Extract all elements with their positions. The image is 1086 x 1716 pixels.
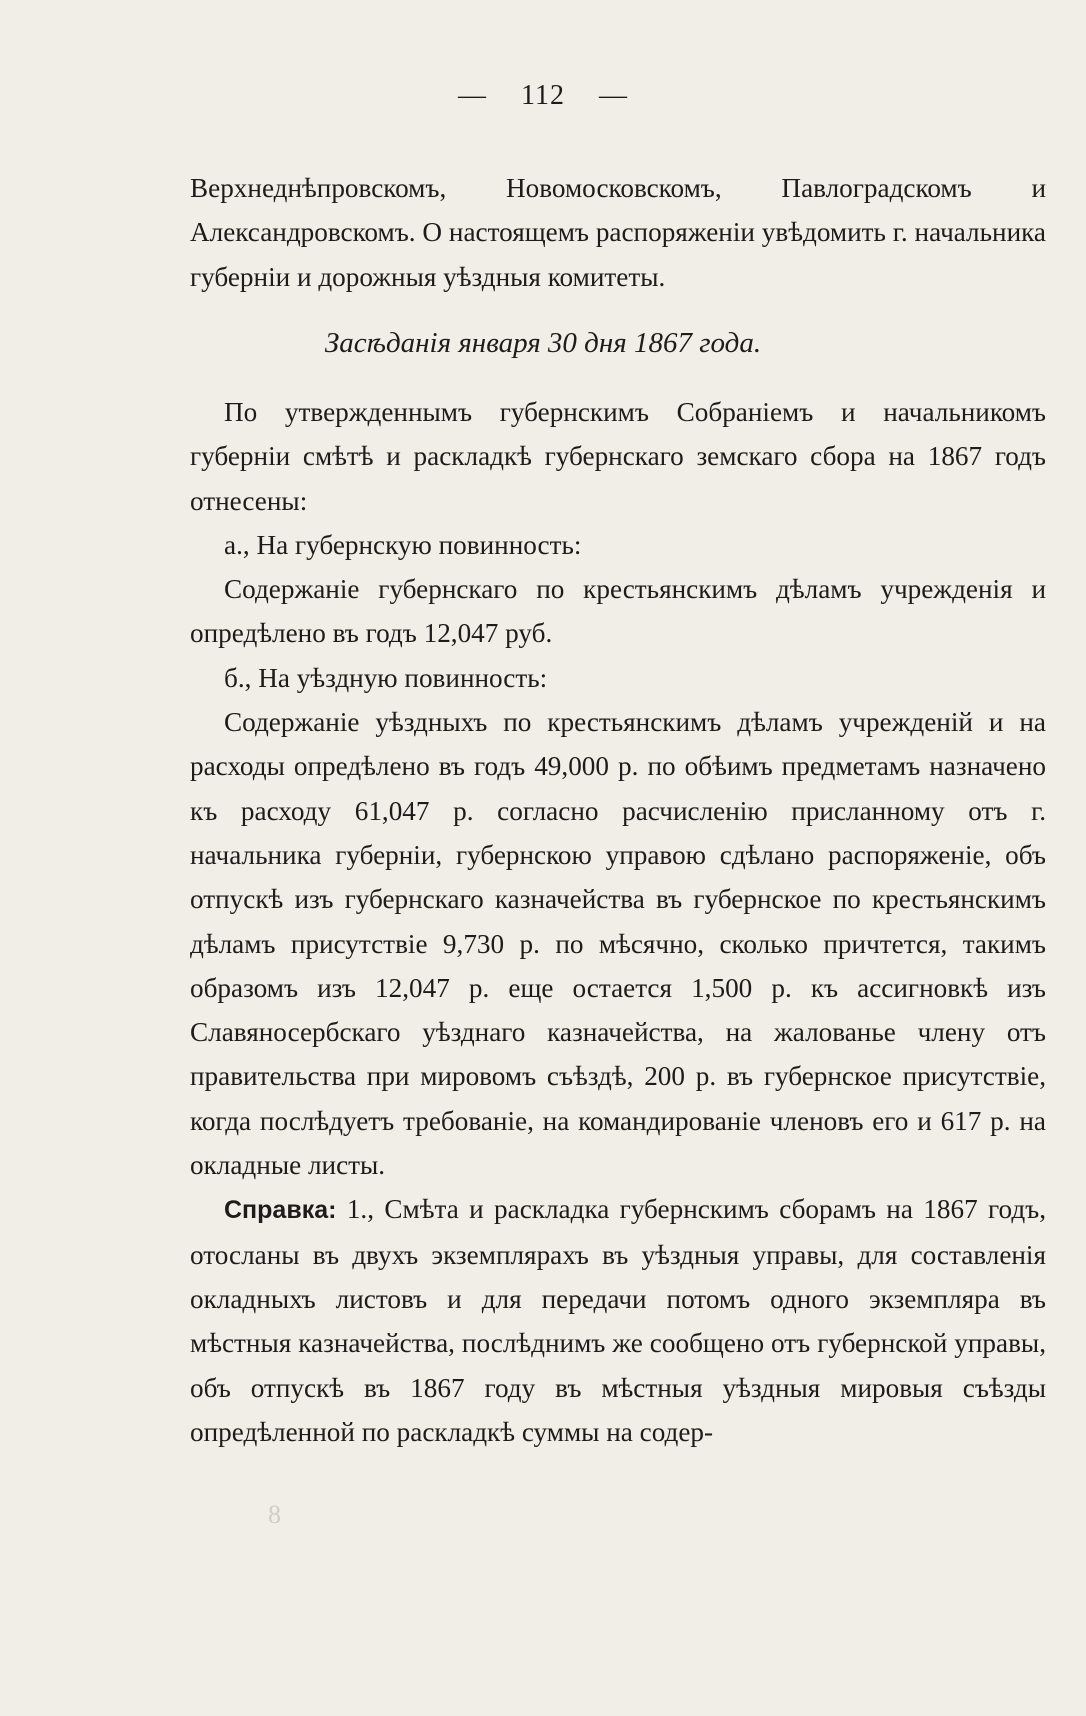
header-dash-right: — [598,80,628,111]
spravka-text: 1., Смѣта и раскладка губернскимъ сборамъ на 1867 годъ, отосланы въ двухъ экземплярахъ въ уѣздныя управы, для составленія окладныхъ листовъ и для передачи потомъ одного экземпляра въ мѣстныя казначейства, послѣднимъ же сообщено отъ губернской управы, объ отпускѣ въ 1867 году въ мѣстныя уѣздныя мировыя съѣзды опредѣленной по раскладкѣ суммы на содер- [190,1194,1047,1447]
page-number: 112 [521,80,565,111]
spravka-paragraph [190,1187,1046,1454]
paragraph-4: б., На уѣздную повинность: [224,662,548,693]
spravka-label: Справка: [224,1196,337,1225]
continuation-block [190,166,1046,299]
session-heading: Засѣданія января 30 дня 1867 года. [324,327,762,359]
page-header [0,80,1086,112]
paragraph-1: По утвержденнымъ губернскимъ Собраніемъ и начальникомъ губерніи смѣтѣ и раскладкѣ губернскаго земскаго сбора на 1867 годъ отнесены: [190,397,1046,516]
paragraph-2: а., На губернскую повинность: [224,529,582,560]
paragraph-continuation: Верхнеднѣпровскомъ, Новомосковскомъ, Павлоградскомъ и Александровскомъ. О настоящемъ распоряженіи увѣдомить г. начальника губерніи и дорожныя уѣздныя комитеты. [190,173,1046,292]
faded-mark: 8 [268,1500,281,1529]
paragraph-5: Содержаніе уѣздныхъ по крестьянскимъ дѣламъ учрежденій и на расходы опредѣлено въ годъ 49,000 р. по обѣимъ предметамъ назначено къ расходу 61,047 р. согласно расчисленію присланному отъ г. начальника губерніи, губернскою управою сдѣлано распоряженіе, объ отпускѣ изъ губернскаго казначейства въ губернское по крестьянскимъ дѣламъ присутствіе 9,730 р. по мѣсячно, сколько причтется, такимъ образомъ изъ 12,047 р. еще остается 1,500 р. къ ассигновкѣ изъ Славяносербскаго уѣзднаго казначейства, на жалованье члену отъ правительства при мировомъ съѣздѣ, 200 р. въ губернское присутствіе, когда послѣдуетъ требованіе, на командированіе членовъ его и 617 р. на окладные листы. [190,707,1046,1181]
paragraph-3: Содержаніе губернскаго по крестьянскимъ дѣламъ учрежденія и опредѣлено въ годъ 12,047 руб. [190,574,1046,649]
main-text-block [190,390,1046,1454]
header-dash-left: — [458,80,488,111]
